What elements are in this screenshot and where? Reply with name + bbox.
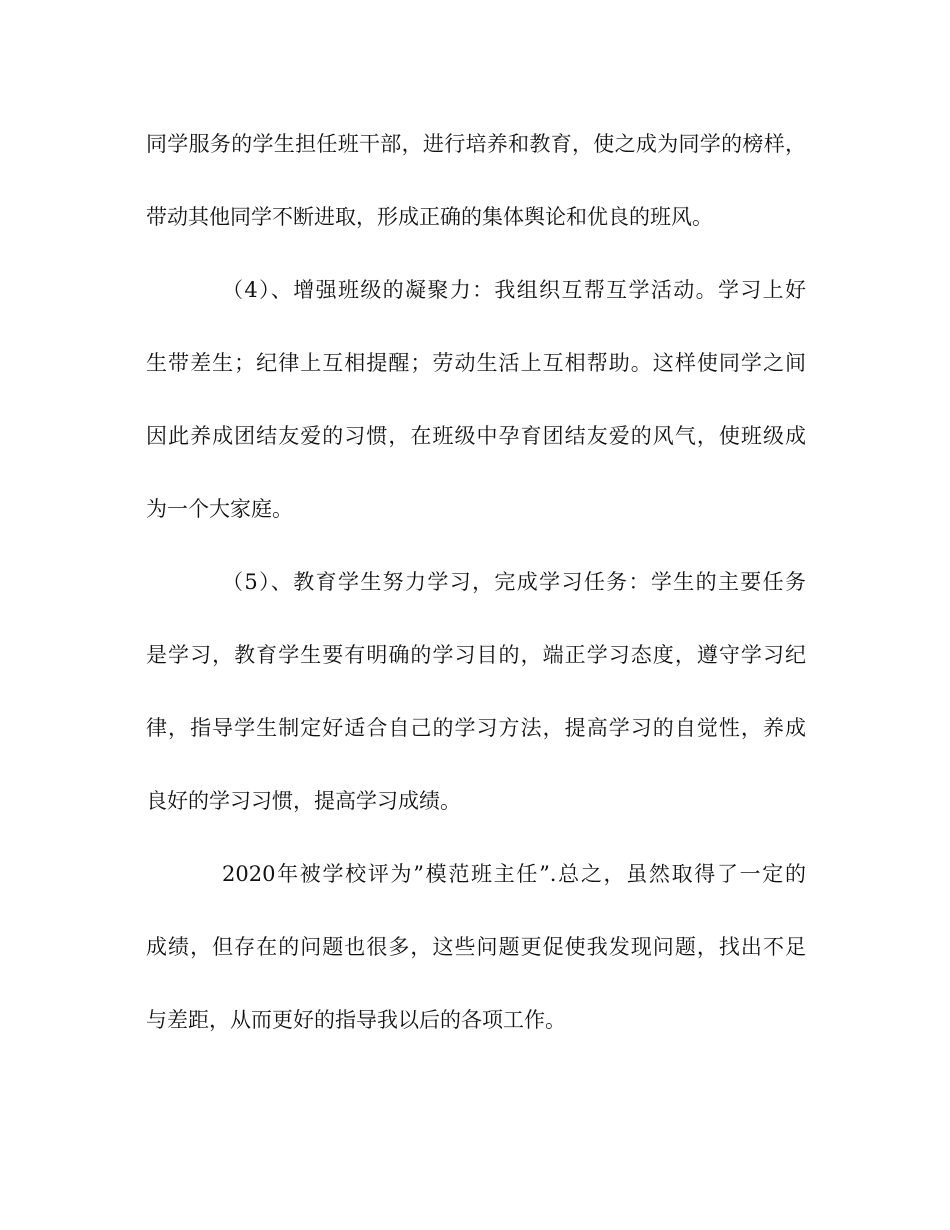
text-line: 与差距，从而更好的指导我以后的各项工作。 xyxy=(146,1008,566,1032)
text-line: 因此养成团结友爱的习惯，在班级中孕育团结友爱的风气，使班级成 xyxy=(146,424,806,448)
text-line: 2020年被学校评为”模范班主任”.总之，虽然取得了一定的 xyxy=(222,862,806,886)
text-line: 良好的学习习惯，提高学习成绩。 xyxy=(146,789,461,813)
text-line: 同学服务的学生担任班干部，进行培养和教育，使之成为同学的榜样， xyxy=(146,132,806,156)
text-line: 是学习，教育学生要有明确的学习目的，端正学习态度，遵守学习纪 xyxy=(146,643,806,667)
text-line: 带动其他同学不断进取，形成正确的集体舆论和优良的班风。 xyxy=(146,205,713,229)
text-line: （5）、教育学生努力学习，完成学习任务：学生的主要任务 xyxy=(222,570,806,594)
text-line: 生带差生；纪律上互相提醒；劳动生活上互相帮助。这样使同学之间 xyxy=(146,351,806,375)
text-line: 律，指导学生制定好适合自己的学习方法，提高学习的自觉性，养成 xyxy=(146,716,806,740)
text-line: 为一个大家庭。 xyxy=(146,497,293,521)
text-line: 成绩，但存在的问题也很多，这些问题更促使我发现问题，找出不足 xyxy=(146,935,806,959)
text-line: （4）、增强班级的凝聚力：我组织互帮互学活动。学习上好 xyxy=(222,278,806,302)
